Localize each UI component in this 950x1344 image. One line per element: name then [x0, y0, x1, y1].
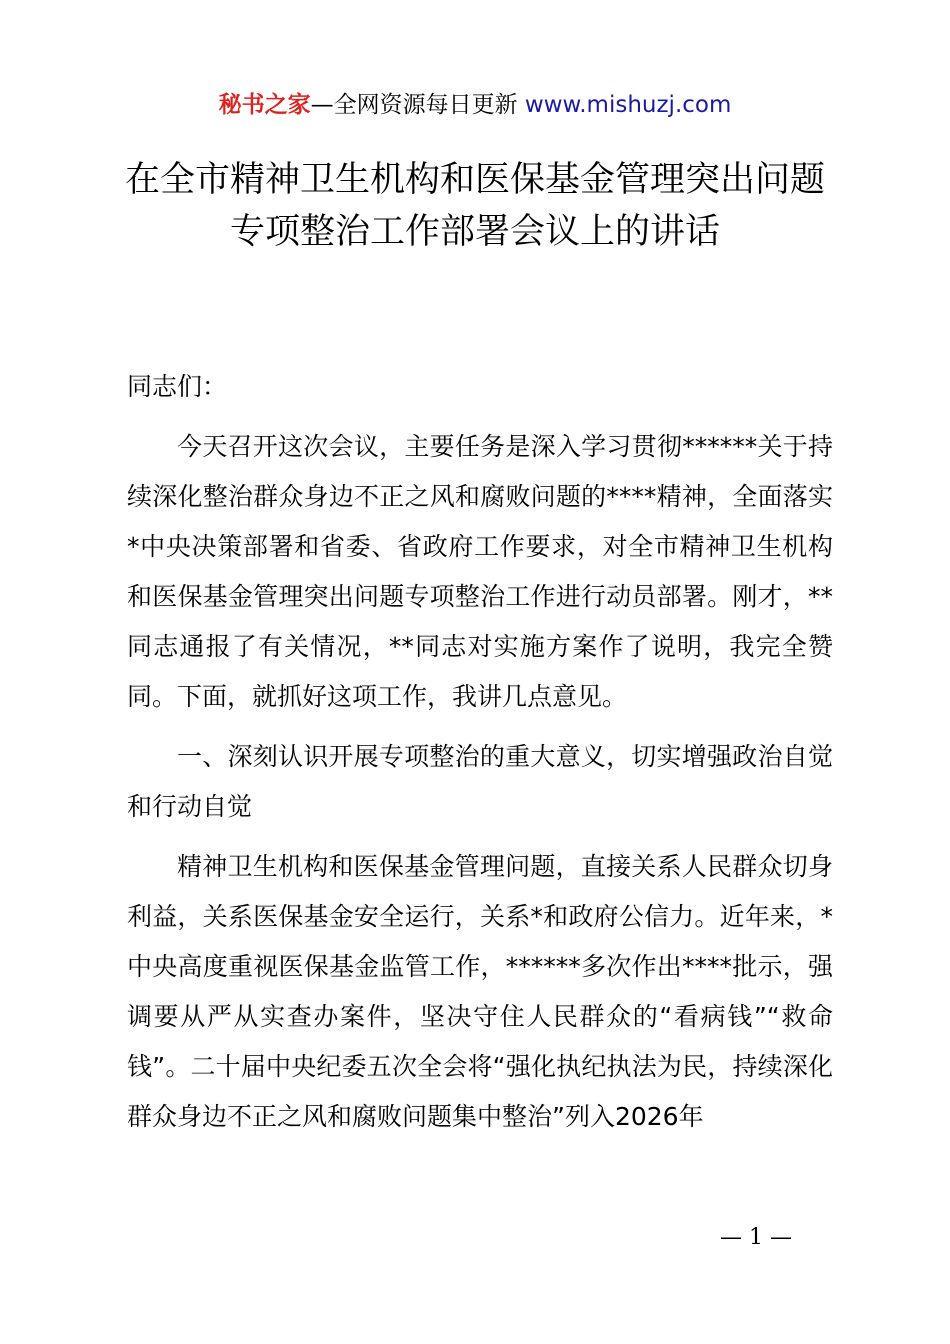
site-header — [0, 88, 950, 122]
document-title-line-1: 在全市精神卫生机构和医保基金管理突出问题 — [124, 160, 825, 200]
salutation: 同志们： — [127, 372, 228, 401]
section-heading-1: 一、深刻认识开展专项整治的重大意义，切实增强政治自觉和行动自觉 — [127, 742, 833, 821]
page-number: — 1 — — [720, 1225, 792, 1250]
document-body — [127, 362, 833, 1152]
document-title-line-2: 专项整治工作部署会议上的讲话 — [229, 212, 720, 252]
paragraph-intro: 今天召开这次会议，主要任务是深入学习贯彻******关于持续深化整治群众身边不正之风和腐败问题的****精神，全面落实*中央决策部署和省委、省政府工作要求，对全市精神卫生机构和医保基金管理突出问题专项整治工作进行动员部署。刚才，**同志通报了有关情况，**同志对实施方案作了说明，我完全赞同。下面，就抓好这项工作，我讲几点意见。 — [127, 432, 833, 711]
paragraph-section-1: 精神卫生机构和医保基金管理问题，直接关系人民群众切身利益，关系医保基金安全运行，关系*和政府公信力。近年来，*中央高度重视医保基金监管工作，******多次作出****批示，强调要从严从实查办案件，坚决守住人民群众的“看病钱”“救命钱”。二十届中央纪委五次全会将“强化执纪执法为民，持续深化群众身边不正之风和腐败问题集中整治”列入2026年 — [127, 852, 833, 1131]
header-tagline: —全网资源每日更新 — [310, 92, 525, 118]
document-title — [0, 154, 950, 258]
site-url-link[interactable]: www.mishuzj.com — [524, 92, 732, 118]
brand-name: 秘书之家 — [218, 92, 311, 118]
